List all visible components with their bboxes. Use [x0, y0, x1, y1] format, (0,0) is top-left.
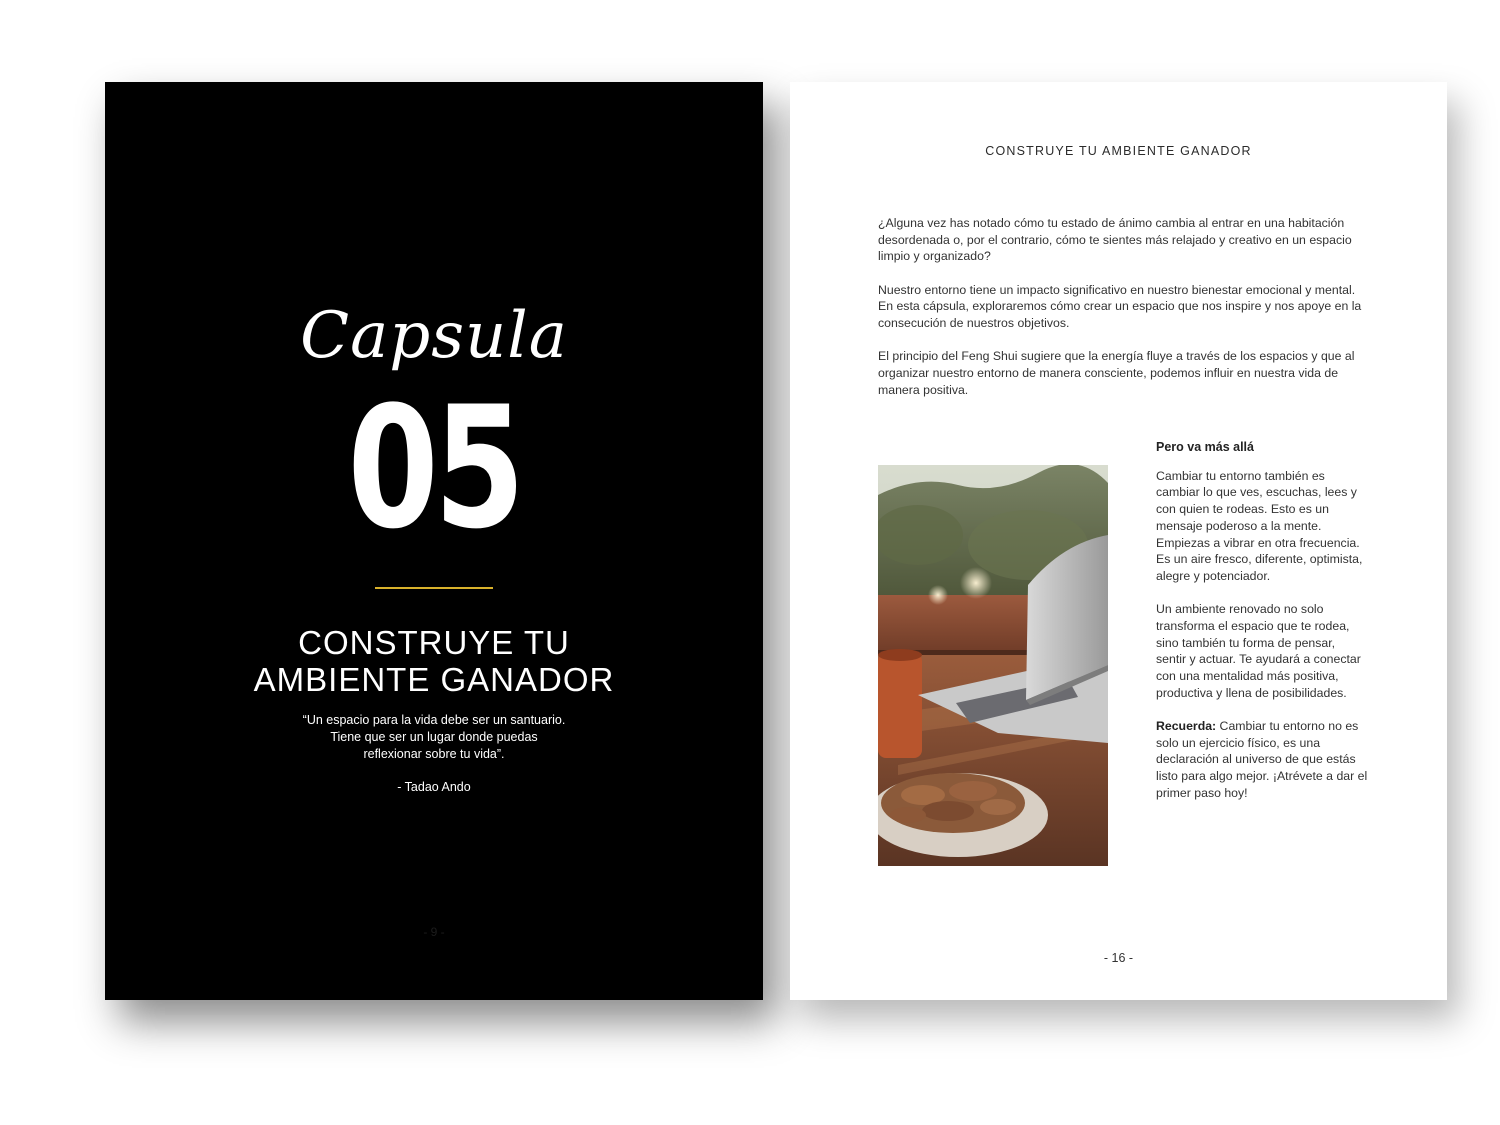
content-page — [790, 82, 1447, 1000]
left-page-number: - 9 - — [423, 925, 445, 939]
intro-paragraph: Nuestro entorno tiene un impacto significativo en nuestro bienestar emocional y mental. En esta cápsula, exploraremos cómo crear un espacio que nos inspire y nos apoye en la consecución de nuestros objetivos. — [878, 282, 1362, 331]
side-column — [1156, 439, 1368, 818]
running-header: CONSTRUYE TU AMBIENTE GANADOR — [985, 144, 1252, 158]
chapter-number: 05 — [347, 370, 521, 566]
right-page-number: - 16 - — [1103, 951, 1134, 965]
side-heading: Pero va más allá — [1156, 440, 1254, 454]
remember-paragraph — [1156, 718, 1368, 802]
laptop-photo-illustration — [878, 465, 1108, 866]
intro-paragraph: ¿Alguna vez has notado cómo tu estado de ánimo cambia al entrar en una habitación desordenada o, por el contrario, cómo te sientes más relajado y creativo en un espacio limpio y organizado? — [878, 216, 1352, 264]
quote-author: - Tadao Ando — [397, 780, 471, 794]
cover-title-line-2: AMBIENTE GANADOR — [253, 661, 615, 698]
cover-title — [105, 624, 763, 698]
remember-label: Recuerda: — [1156, 718, 1217, 733]
remember-text: Cambiar tu entorno no es solo un ejercicio físico, es una declaración al universo de que estás listo para algo mejor. ¡Atrévete a dar el primer paso hoy! — [1156, 718, 1368, 800]
capsula-script-title: Capsula — [300, 299, 568, 373]
side-paragraph: Cambiar tu entorno también es cambiar lo que ves, escuchas, lees y con quien te rodeas. Esto es un mensaje poderoso a la mente. Empiezas a vibrar en otra frecuencia. Es un aire fresco, diferente, optimista, alegre y potenciador. — [1156, 468, 1363, 583]
gold-divider — [375, 587, 493, 589]
side-paragraph: Un ambiente renovado no solo transforma el espacio que te rodea, sino también tu forma de pensar, sentir y actuar. Te ayudará a conectar con una mentalidad más positiva, productiva y llena de posibilidades. — [1156, 602, 1361, 700]
intro-paragraph: El principio del Feng Shui sugiere que la energía fluye a través de los espacios y que al organizar nuestro entorno de manera consciente, podemos influir en nuestra vida de manera positiva. — [878, 349, 1355, 397]
cover-title-line-1: CONSTRUYE TU — [298, 624, 570, 661]
cover-page — [105, 82, 763, 1000]
cover-quote: “Un espacio para la vida debe ser un santuario. Tiene que ser un lugar donde puedas reflexionar sobre tu vida”. — [302, 713, 566, 761]
intro-text — [878, 215, 1368, 415]
laptop-photo — [878, 465, 1108, 866]
